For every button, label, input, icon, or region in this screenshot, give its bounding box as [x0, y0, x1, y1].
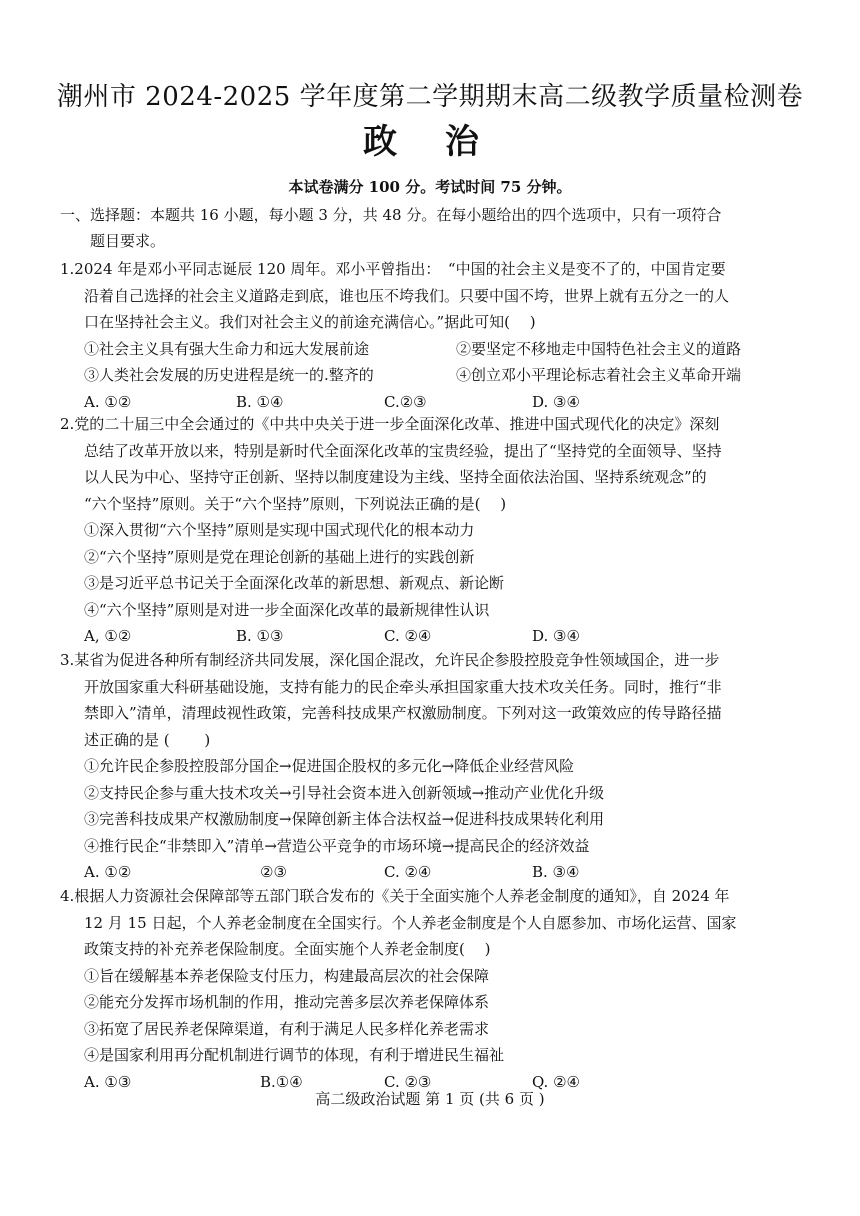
answer-d: D. ③④: [532, 627, 580, 645]
question-1: [60, 256, 810, 415]
option-2: ②“六个坚持”原则是党在理论创新的基础上进行的实践创新: [84, 547, 475, 566]
answer-b: B.①④: [260, 1072, 303, 1091]
question-stem-line: “六个坚持”原则。关于“六个坚持”原则，下列说法正确的是( ): [84, 494, 507, 513]
answer-a: A. ①③: [84, 1072, 132, 1091]
option-4: ④创立邓小平理论标志着社会主义革命开端: [456, 366, 742, 384]
option-1: ①深入贯彻“六个坚持”原则是实现中国式现代化的根本动力: [84, 521, 475, 539]
question-stem-line: 总结了改革开放以来，特别是新时代全面深化改革的宝贵经验，提出了“坚持党的全面领导、坚持: [84, 441, 722, 460]
option-3: ③是习近平总书记关于全面深化改革的新思想、新观点、新论断: [84, 574, 505, 592]
question-3: [60, 647, 810, 886]
option-1: ①旨在缓解基本养老保险支付压力，构建最高层次的社会保障: [84, 966, 490, 985]
option-2: ②支持民企参与重大技术攻关→引导社会资本进入创新领域→推动产业优化升级: [84, 783, 605, 802]
option-row: [60, 362, 810, 389]
answer-a: A. ①②: [84, 392, 132, 411]
exam-notice: 本试卷满分 100 分。考试时间 75 分钟。: [288, 178, 572, 196]
answer-c: C.②③: [384, 392, 427, 411]
subject-title: 政 治: [363, 122, 497, 162]
option-3: ③拓宽了居民养老保障渠道，有利于满足人民多样化养老需求: [84, 1019, 490, 1038]
question-stem-line: 禁即入”清单，清理歧视性政策，完善科技成果产权激励制度。下列对这一政策效应的传导路径描: [84, 704, 722, 722]
question-stem-line: 2.党的二十届三中全会通过的《中共中央关于进一步全面深化改革、推进中国式现代化的决定》深刻: [60, 415, 720, 433]
question-stem-line: 3.某省为促进各种所有制经济共同发展，深化国企混改，允许民企参股控股竞争性领域国企，进一步: [60, 651, 720, 669]
answer-choices: [60, 859, 810, 886]
question-4: [60, 883, 810, 1095]
question-stem-line: 4.根据人力资源社会保障部等五部门联合发布的《关于全面实施个人养老金制度的通知》，自 2024 年: [60, 887, 730, 905]
answer-c: C. ②④: [384, 627, 432, 645]
option-row: [60, 336, 810, 363]
question-stem-line: 开放国家重大科研基础设施，支持有能力的民企牵头承担国家重大技术攻关任务。同时，推行“非: [84, 677, 722, 696]
section-instructions: [60, 202, 810, 254]
section-line-2: 题目要求。: [90, 232, 166, 250]
question-2: [60, 411, 810, 650]
exam-title: 潮州市 2024-2025 学年度第二学期期末高二级教学质量检测卷: [56, 82, 804, 112]
answer-b: B. ①④: [236, 392, 284, 411]
question-stem-line: 以人民为中心、坚持守正创新、坚持以制度建设为主线、坚持全面依法治国、坚持系统观念”的: [84, 468, 707, 486]
option-4: ④是国家利用再分配机制进行调节的体现，有利于增进民生福祉: [84, 1046, 505, 1064]
option-4: ④推行民企“非禁即入”清单→营造公平竞争的市场环境→提高民企的经济效益: [84, 836, 590, 855]
answer-d: D. ③④: [532, 392, 580, 411]
answer-a: A, ①②: [84, 627, 132, 645]
question-stem-line: 1.2024 年是邓小平同志诞辰 120 周年。邓小平曾指出： “中国的社会主义是变不了的，中国肯定要: [60, 260, 726, 278]
option-1: ①社会主义具有强大生命力和远大发展前途: [84, 339, 370, 358]
option-1: ①允许民企参股控股部分国企→促进国企股权的多元化→降低企业经营风险: [84, 757, 575, 775]
option-3: ③完善科技成果产权激励制度→保障创新主体合法权益→促进科技成果转化利用: [84, 810, 605, 828]
answer-d: Q. ②④: [532, 1072, 580, 1091]
answer-choices: [60, 623, 810, 650]
question-stem-line: 12 月 15 日起，个人养老金制度在全国实行。个人养老金制度是个人自愿参加、市场化运营、国家: [84, 913, 737, 932]
option-2: ②要坚定不移地走中国特色社会主义的道路: [456, 339, 742, 358]
page-footer: 高二级政治试题 第 1 页 (共 6 页 ): [315, 1090, 545, 1108]
answer-a: A. ①②: [84, 863, 132, 881]
question-stem-line: 沿着自己选择的社会主义道路走到底，谁也压不垮我们。只要中国不垮，世界上就有五分之一的人: [84, 286, 730, 305]
answer-c: C. ②③: [384, 1072, 432, 1091]
question-stem-line: 政策支持的补充养老保险制度。全面实施个人养老金制度( ): [84, 940, 491, 958]
question-stem-line: 口在坚持社会主义。我们对社会主义的前途充满信心。”据此可知( ): [84, 313, 536, 331]
option-3: ③人类社会发展的历史进程是统一的.整齐的: [84, 366, 374, 384]
answer-b: ②③: [260, 863, 287, 881]
section-line-1: 一、选择题：本题共 16 小题，每小题 3 分，共 48 分。在每小题给出的四个选项中，只有一项符合: [60, 206, 722, 224]
answer-c: C. ②④: [384, 863, 432, 881]
question-stem-line: 述正确的是 ( ): [84, 730, 211, 749]
answer-b: B. ①③: [236, 627, 284, 645]
option-2: ②能充分发挥市场机制的作用，推动完善多层次养老保障体系: [84, 993, 490, 1011]
option-4: ④“六个坚持”原则是对进一步全面深化改革的最新规律性认识: [84, 600, 490, 619]
answer-d: B. ③④: [532, 863, 580, 881]
